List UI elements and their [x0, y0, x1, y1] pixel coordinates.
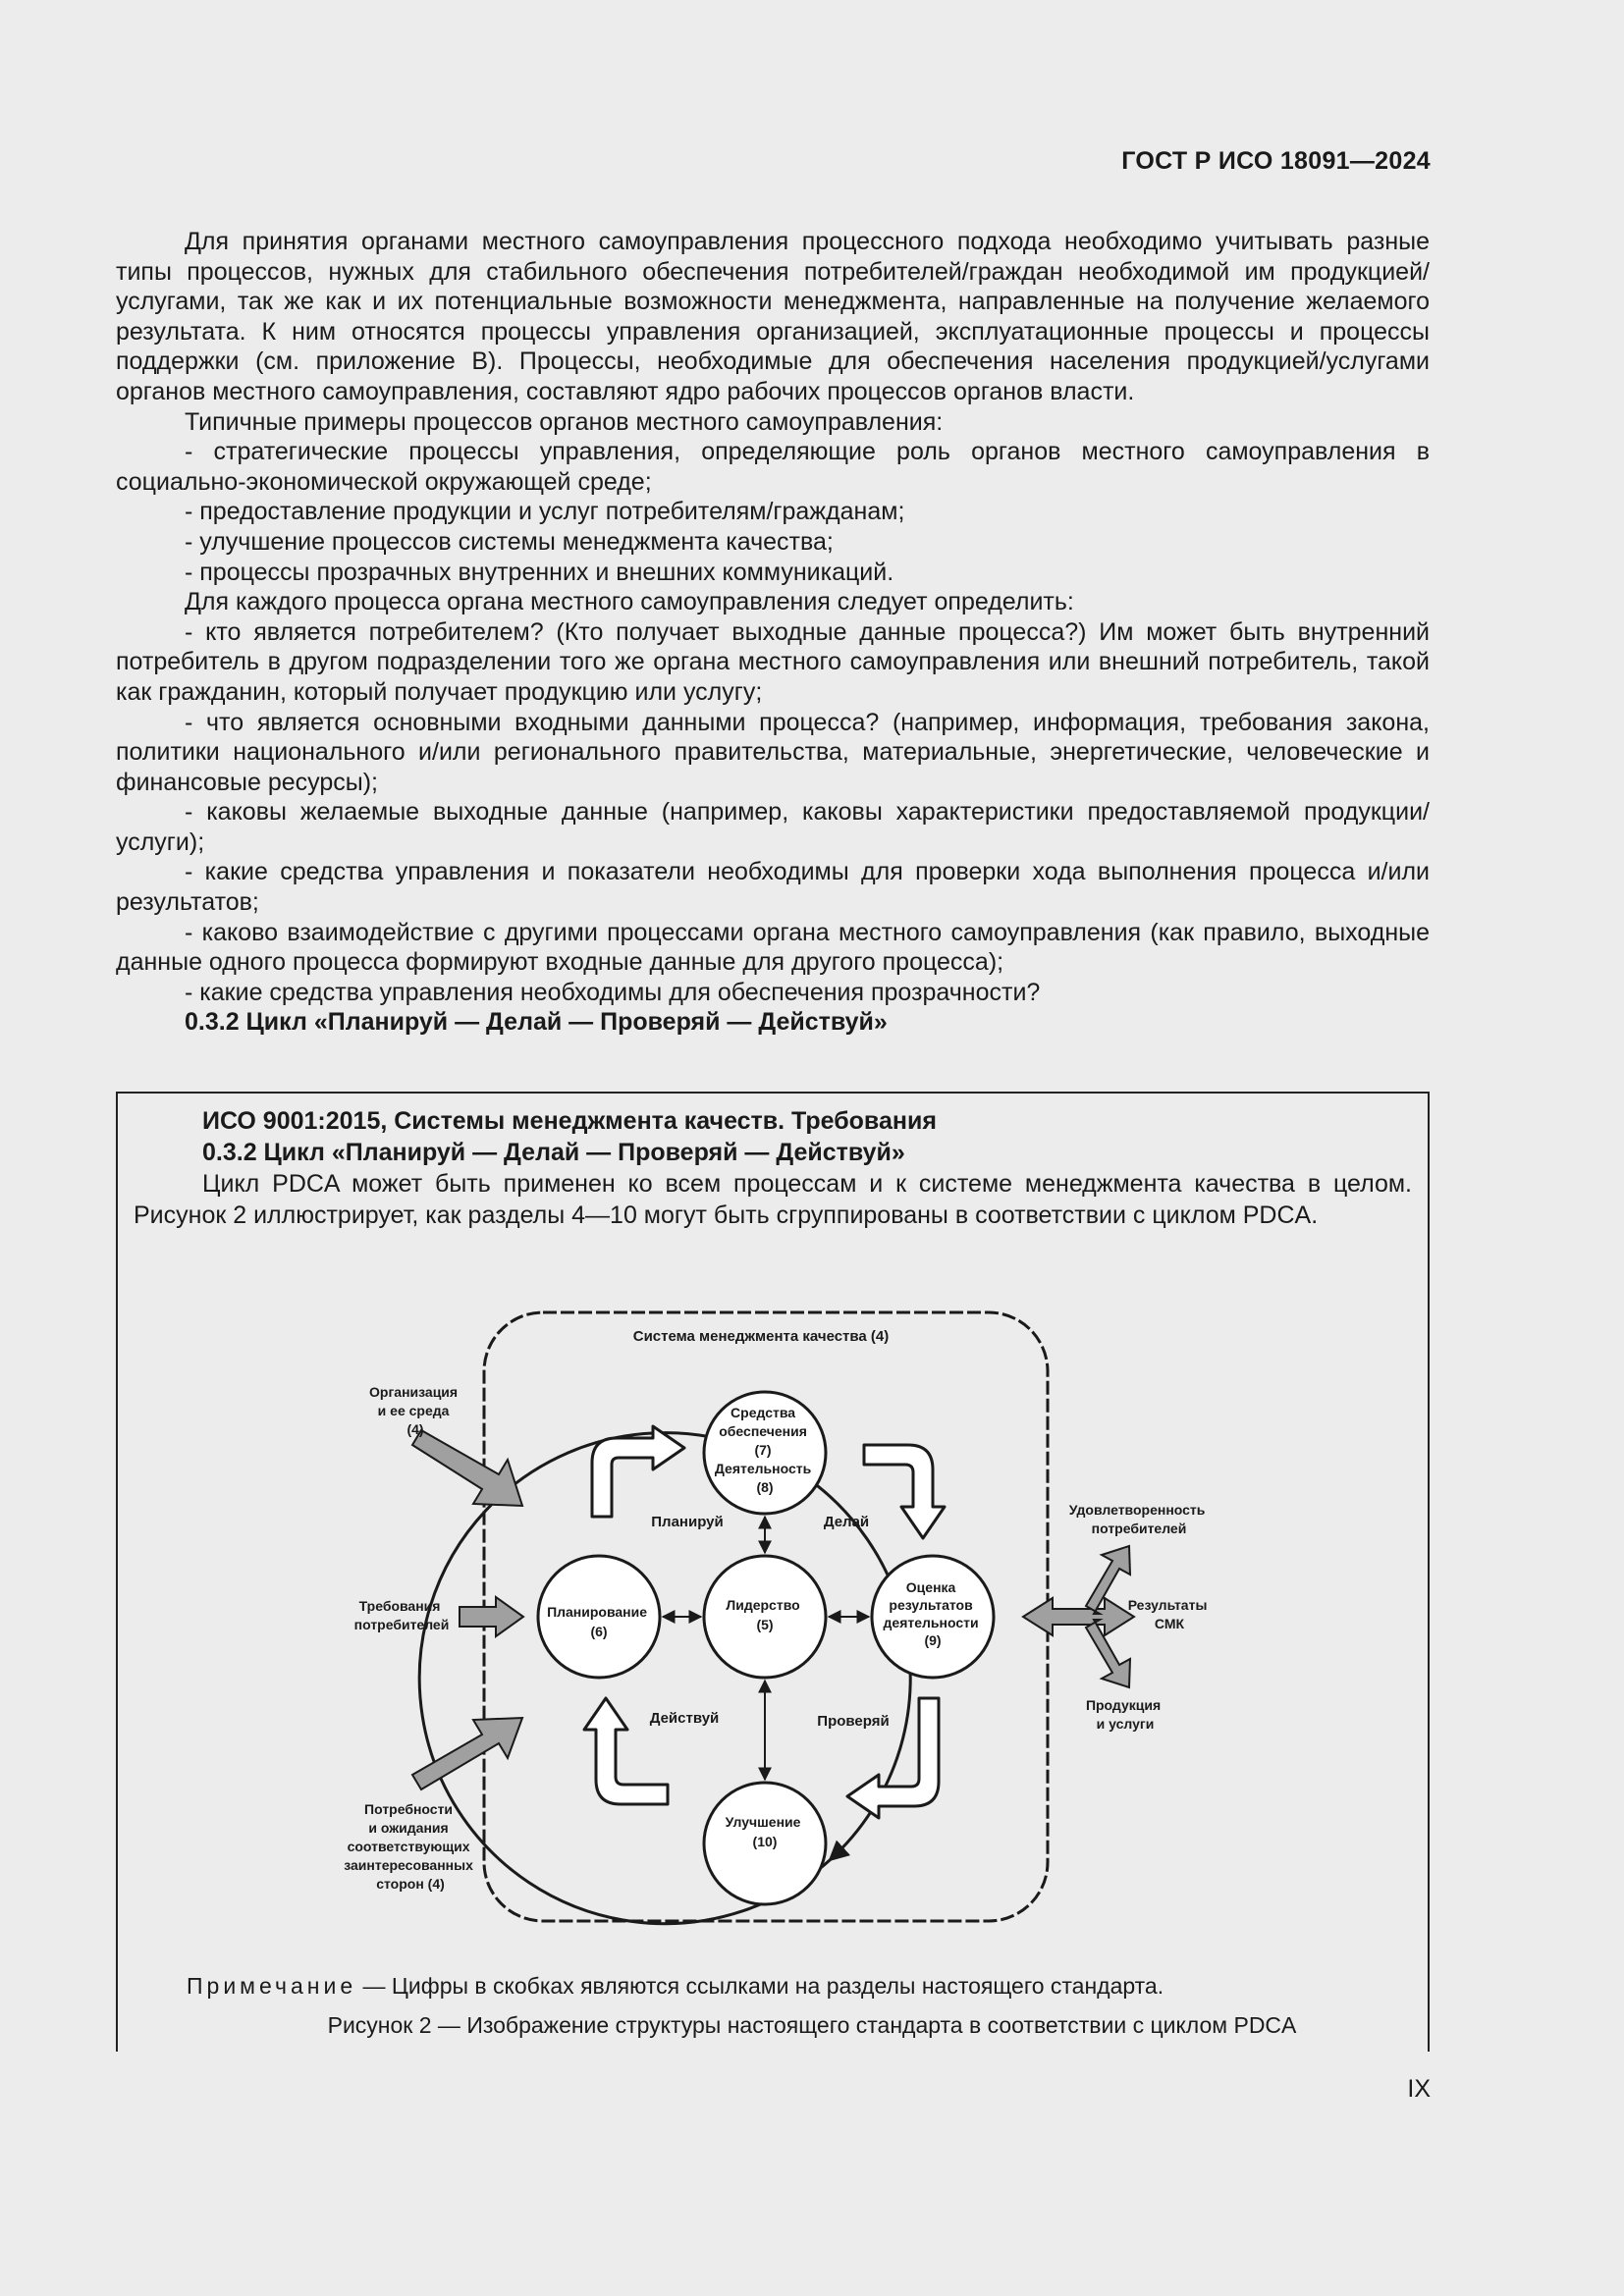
results-label: Результаты СМК [1127, 1597, 1208, 1631]
quote-box-text [134, 1105, 1412, 1231]
note-text: — Цифры в скобках являются ссылками на разделы настоящего стандарта. [356, 1973, 1164, 1999]
output-main-arrow [1023, 1598, 1134, 1635]
do-label: Делай [823, 1514, 870, 1530]
quote-box-subtitle: 0.3.2 Цикл «Планируй — Делай — Проверяй — Действуй» [202, 1139, 905, 1166]
list-item: - процессы прозрачных внутренних и внешних коммуникаций. [185, 558, 894, 586]
leadership-label: Лидерство (5) [726, 1597, 800, 1632]
satisfaction-label: Удовлетворенность потребителей [1068, 1502, 1206, 1536]
interested-parties-label: Потребности и ожидания соответствующих заинтересованных сторон (4) [344, 1801, 473, 1892]
body-text [116, 227, 1430, 1038]
planning-label: Планирование (6) [547, 1604, 648, 1639]
cycle-circle [419, 1433, 910, 1924]
note-label: Примечание [187, 1973, 357, 1999]
list-item: - что является основными входными данными процесса? (например, информация, требования закона, политики национального и/или регионального правительства, материальные, энергетические, человеческие и финансовые ресурсы); [116, 708, 1430, 796]
section-heading: 0.3.2 Цикл «Планируй — Делай — Проверяй — Действуй» [185, 1008, 888, 1037]
paragraph-intro: Для принятия органами местного самоуправления процессного подхода необходимо учитывать разные типы процессов, нужных для стабильного обеспечения потребителей/граждан необходимой им продукцией/услугами, так же как и их потенциальные возможности менеджмента, направленные на получение желаемого результата. К ним относятся процессы управления организацией, эксплуатационные процессы и процессы поддержки (см. приложение В). Процессы, необходимые для обеспечения населения продукцией/услугами органов местного самоуправления, составляют ядро рабочих процессов органов власти. [116, 228, 1430, 405]
list-item: - предоставление продукции и услуг потребителям/гражданам; [185, 498, 905, 526]
document-header: ГОСТ Р ИСО 18091—2024 [1121, 147, 1431, 175]
act-label: Действуй [649, 1710, 720, 1727]
plan-arrow [592, 1426, 684, 1517]
check-label: Проверяй [817, 1713, 890, 1730]
customer-req-arrow [460, 1597, 523, 1636]
list-item: - каково взаимодействие с другими процессами органа местного самоуправления (как правило, выходные данные одного процесса формируют входные данные для другого процесса); [116, 918, 1430, 977]
customer-req-label: Требования потребителей [353, 1598, 450, 1632]
improvement-label: Улучшение (10) [725, 1814, 801, 1849]
evaluation-label: Оценка результатов деятельности (9) [883, 1579, 979, 1648]
list-item: - какие средства управления и показатели необходимы для проверки хода выполнения процесса и/или результатов; [116, 858, 1430, 917]
quote-box-title: ИСО 9001:2015, Системы менеджмента качеств. Требования [202, 1107, 937, 1135]
org-context-arrow [412, 1430, 522, 1506]
paragraph-define-lead: Для каждого процесса органа местного самоуправления следует определить: [185, 588, 1074, 616]
page-number: IX [1407, 2075, 1431, 2103]
qms-label: Система менеджмента качества (4) [632, 1328, 890, 1345]
list-item: - улучшение процессов системы менеджмента качества; [185, 527, 834, 556]
list-item: - кто является потребителем? (Кто получает выходные данные процесса?) Им может быть внутренний потребитель в другом подразделении того же органа местного самоуправления или внешний потребитель, такой как гражданин, который получает продукцию или услугу; [116, 617, 1430, 706]
pdca-diagram [312, 1301, 1225, 1929]
list-item: - каковы желаемые выходные данные (например, каковы характеристики предоставляемой продукции/услуги); [116, 798, 1430, 856]
interested-parties-arrow [412, 1718, 522, 1789]
plan-label: Планируй [651, 1514, 724, 1530]
do-arrow [864, 1445, 945, 1538]
list-item: - какие средства управления необходимы для обеспечения прозрачности? [185, 978, 1041, 1006]
products-label: Продукция и услуги [1085, 1697, 1162, 1732]
list-item: - стратегические процессы управления, определяющие роль органов местного самоуправления в социально-экономической окружающей среде; [116, 438, 1430, 496]
figure-note [187, 1973, 1164, 2000]
figure-caption: Рисунок 2 — Изображение структуры настоящего стандарта в соответствии с циклом PDCA [327, 2012, 1297, 2038]
quote-box-paragraph: Цикл PDCA может быть применен ко всем процессам и к системе менеджмента качества в целом. Рисунок 2 иллюстрирует, как разделы 4—10 могут быть сгруппированы в соответствии с циклом PDCA. [134, 1170, 1412, 1229]
support-label: Средства обеспечения (7) Деятельность (8) [714, 1405, 812, 1495]
org-context-label: Организация и ее среда (4) [369, 1384, 459, 1437]
paragraph-examples-lead: Типичные примеры процессов органов местного самоуправления: [185, 407, 944, 436]
